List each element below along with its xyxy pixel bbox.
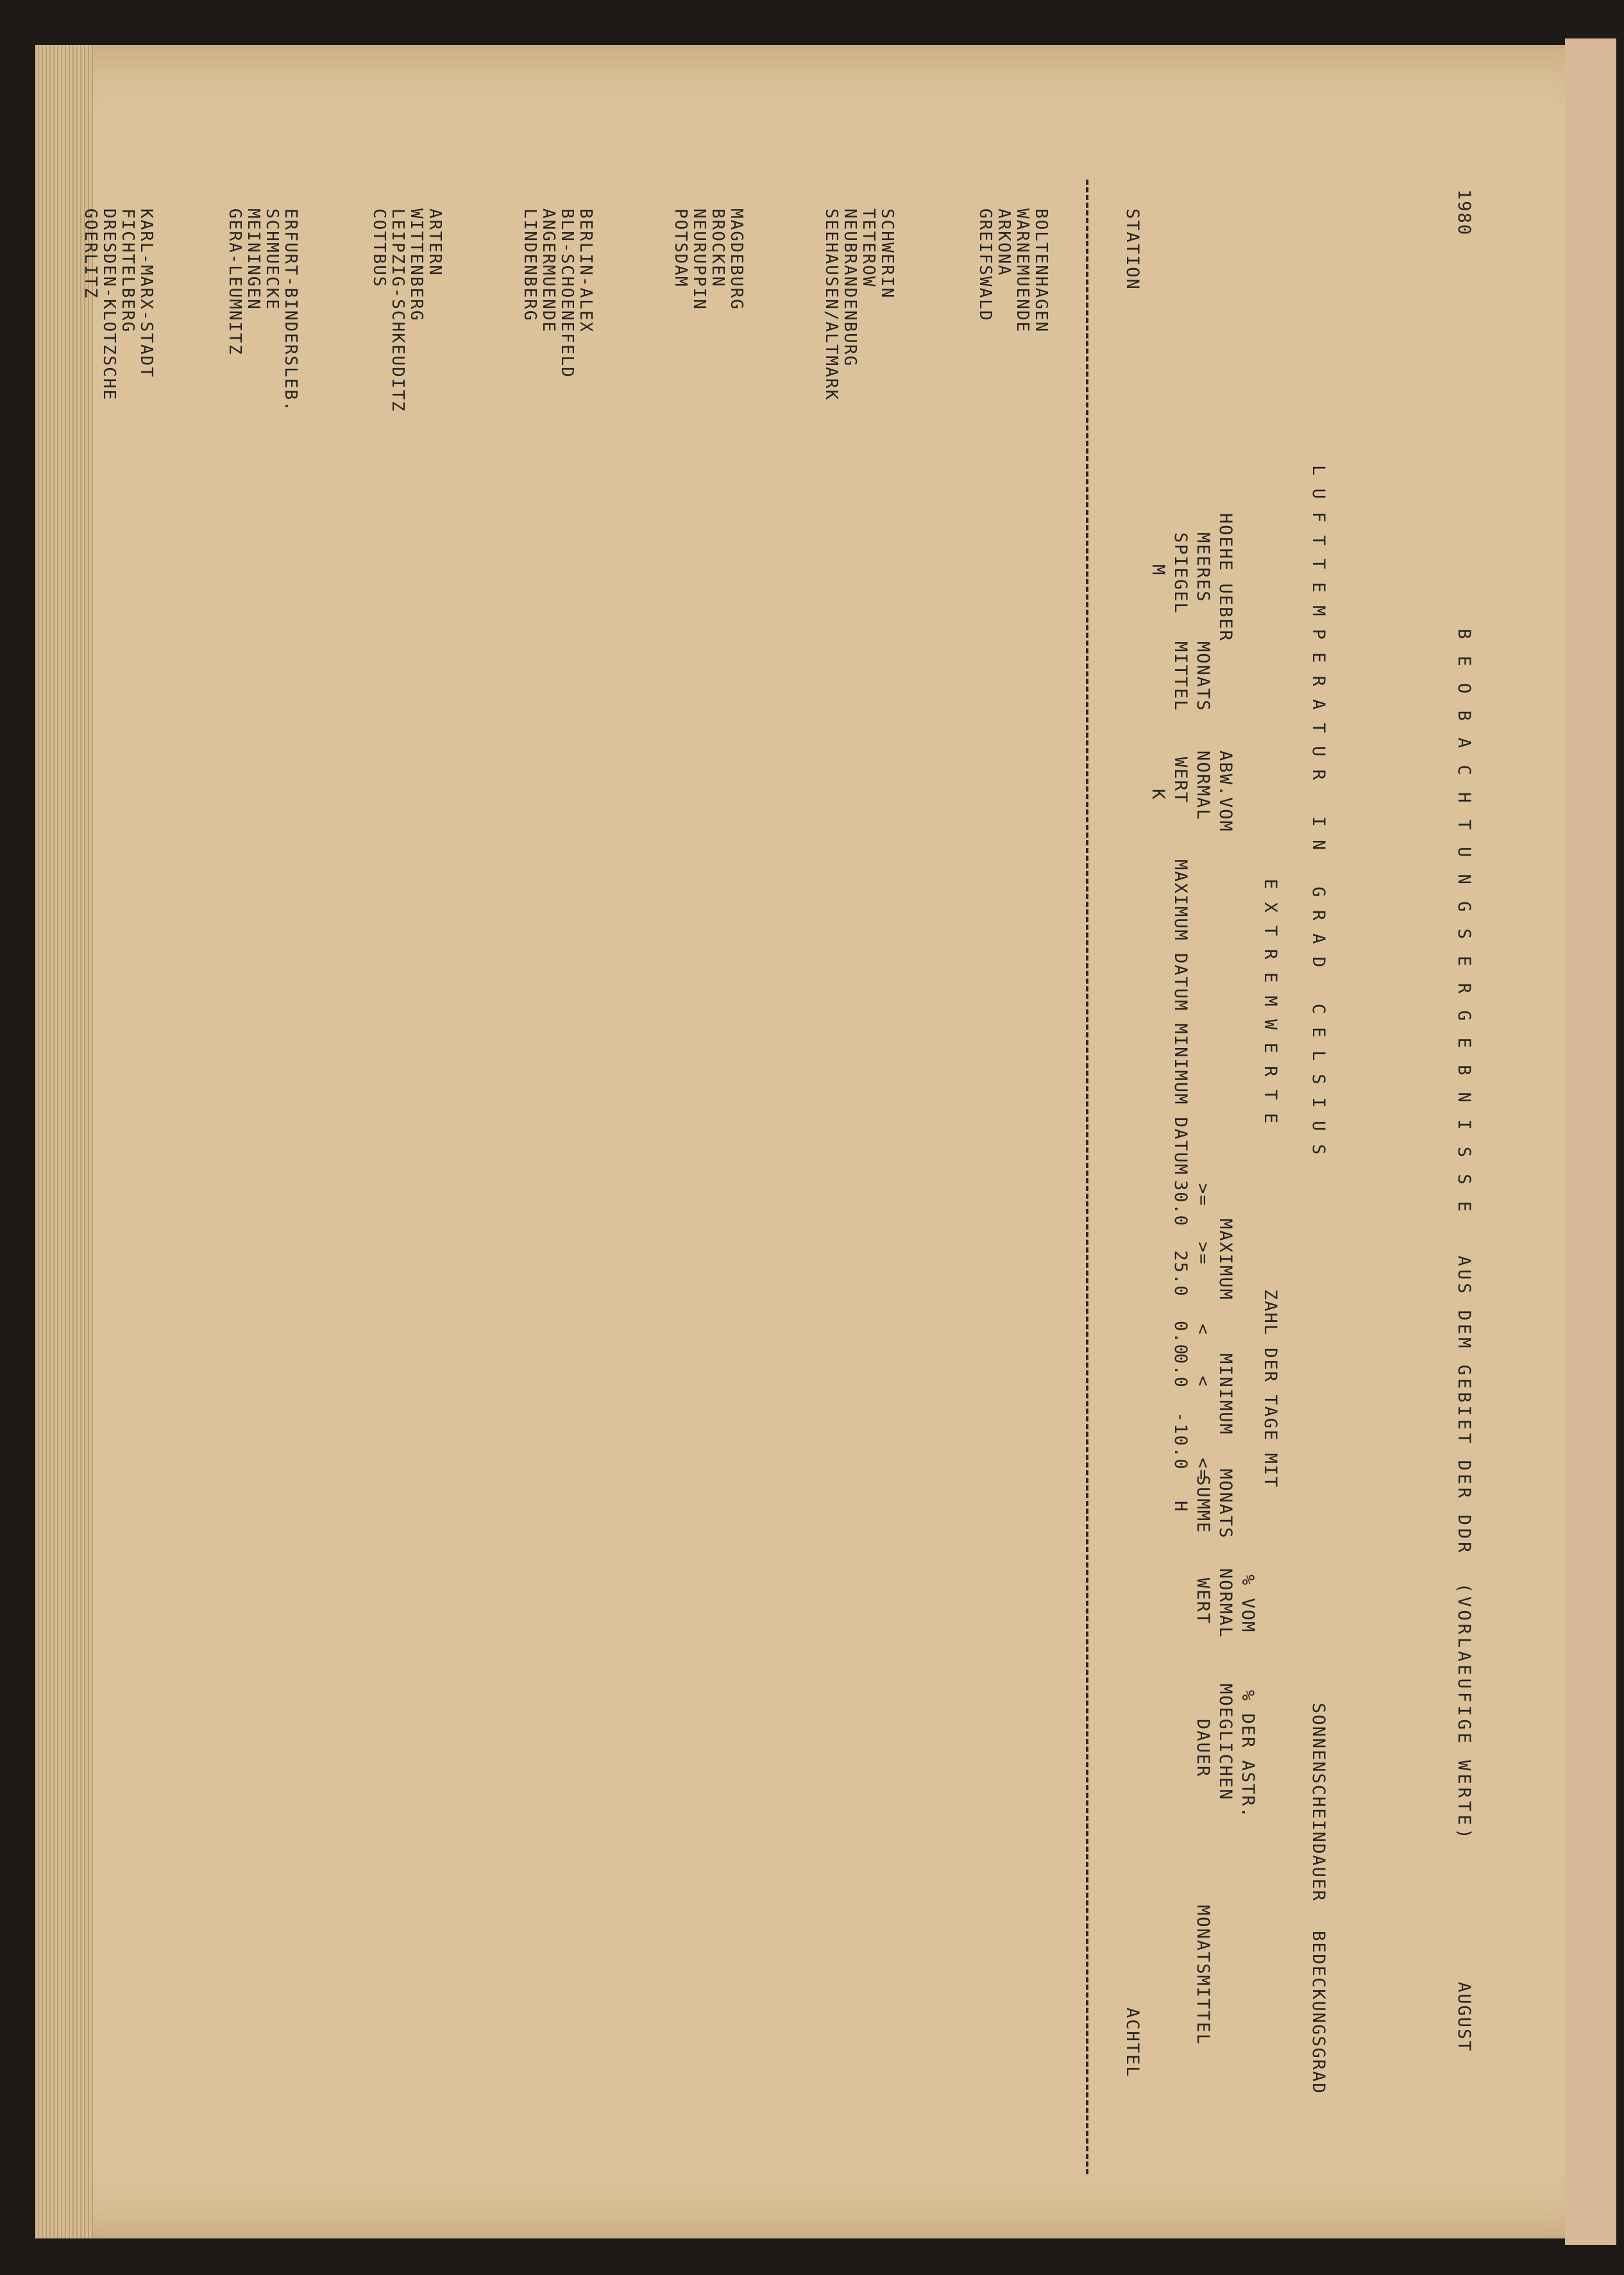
station-name: BERLIN-ALEX — [576, 208, 595, 334]
monatsmittel-header-1: MONATS — [1193, 641, 1213, 712]
station-name: WITTENBERG — [407, 208, 426, 322]
bedeckung-unit: ACHTEL — [1122, 2008, 1142, 2078]
station-name: COTTBUS — [369, 208, 389, 288]
pct-normal-header-1: % VOM — [1238, 1575, 1258, 1634]
station-name: BROCKEN — [708, 208, 727, 288]
station-name: SEEHAUSEN/ALTMARK — [822, 208, 841, 402]
hoehe-header-1: HOEHE UEBER — [1215, 513, 1235, 642]
station-name: WARNEMUENDE — [1013, 208, 1032, 334]
extremwerte-header: E X T R E M W E R T E — [1260, 879, 1280, 1125]
minimum-thresholds: 0.0 -10.0 — [1171, 1353, 1190, 1471]
sonnenscheindauer-header: SONNENSCHEINDAUER — [1308, 1703, 1328, 1902]
abw-header-1: ABW.VOM — [1215, 750, 1235, 833]
bedeckungsgrad-header: BEDECKUNGSGRAD — [1308, 1931, 1328, 2095]
station-name: SCHWERIN — [877, 208, 897, 300]
station-name: GREIFSWALD — [976, 208, 995, 322]
extremwerte-subheader: MAXIMUM DATUM MINIMUM DATUM — [1171, 859, 1190, 1176]
monatssumme-unit: H — [1171, 1501, 1190, 1513]
station-name: LEIPZIG-SCHKEUDITZ — [388, 208, 407, 412]
abw-unit: K — [1148, 789, 1168, 801]
month-label: AUGUST — [1454, 1982, 1474, 2052]
station-name: GERA-LEUMNITZ — [225, 208, 244, 356]
station-name: MAGDEBURG — [727, 208, 746, 310]
station-name: NEUBRANDENBURG — [840, 208, 859, 368]
document-title: B E O B A C H T U N G S E R G E B N I S S E AUS DEM GEBIET DER DDR (VORLAEUFIGE WERTE) — [1454, 629, 1474, 1842]
header-rule — [1086, 180, 1088, 2174]
pct-astr-header-2: MOEGLICHEN — [1215, 1684, 1235, 1801]
lufttemperatur-header: L U F T T E M P E R A T U R I N G R A D C E L S I U S — [1308, 465, 1328, 1156]
station-name: ARTERN — [425, 208, 444, 276]
station-name: BLN-SCHOENEFELD — [557, 208, 577, 378]
pct-normal-header-3: WERT — [1193, 1578, 1213, 1625]
year-label: 1980 — [1454, 189, 1474, 237]
maximum-thresholds: 30.0 25.0 0.0 — [1171, 1180, 1190, 1356]
hoehe-header-2: MEERES — [1193, 532, 1213, 603]
monatsmittel-header-2: MITTEL — [1171, 641, 1190, 712]
monatssumme-header-2: SUMME — [1193, 1475, 1213, 1534]
minimum-operators: < <= — [1193, 1376, 1213, 1482]
station-name: TETEROW — [859, 208, 878, 288]
station-name: KARL-MARX-STADT — [137, 208, 156, 378]
abw-header-2: NORMAL — [1193, 750, 1213, 821]
hoehe-header-3: SPIEGEL — [1171, 532, 1190, 614]
station-name: ARKONA — [994, 208, 1013, 276]
station-name: BOLTENHAGEN — [1031, 208, 1051, 334]
hoehe-unit: M — [1148, 564, 1168, 577]
maximum-operators: >= >= < — [1193, 1183, 1213, 1336]
station-name: GOERLITZ — [81, 208, 100, 300]
pct-astr-header-1: % DER ASTR. — [1238, 1690, 1258, 1819]
station-name: DRESDEN-KLOTZSCHE — [99, 208, 119, 402]
station-name: NEURUPPIN — [689, 208, 709, 310]
abw-header-3: WERT — [1171, 757, 1190, 804]
bedeckung-mittel-header: MONATSMITTEL — [1193, 1905, 1213, 2046]
station-name: POTSDAM — [671, 208, 690, 288]
minimum-label: MINIMUM — [1215, 1353, 1235, 1435]
station-name: LINDENBERG — [520, 208, 539, 322]
pct-normal-header-2: NORMAL — [1215, 1568, 1235, 1639]
zahl-der-tage-header: ZAHL DER TAGE MIT — [1260, 1289, 1280, 1489]
monatssumme-header-1: MONATS — [1215, 1469, 1235, 1539]
station-header: STATION — [1122, 208, 1142, 291]
station-name: ERFURT-BINDERSLEB. — [281, 208, 300, 412]
pct-astr-header-3: DAUER — [1193, 1719, 1213, 1778]
station-name: SCHMUECKE — [262, 208, 282, 310]
station-name: FICHTELBERG — [118, 208, 137, 334]
station-name: ANGERMUENDE — [539, 208, 558, 334]
station-name: MEININGEN — [244, 208, 263, 310]
maximum-label: MAXIMUM — [1215, 1219, 1235, 1301]
